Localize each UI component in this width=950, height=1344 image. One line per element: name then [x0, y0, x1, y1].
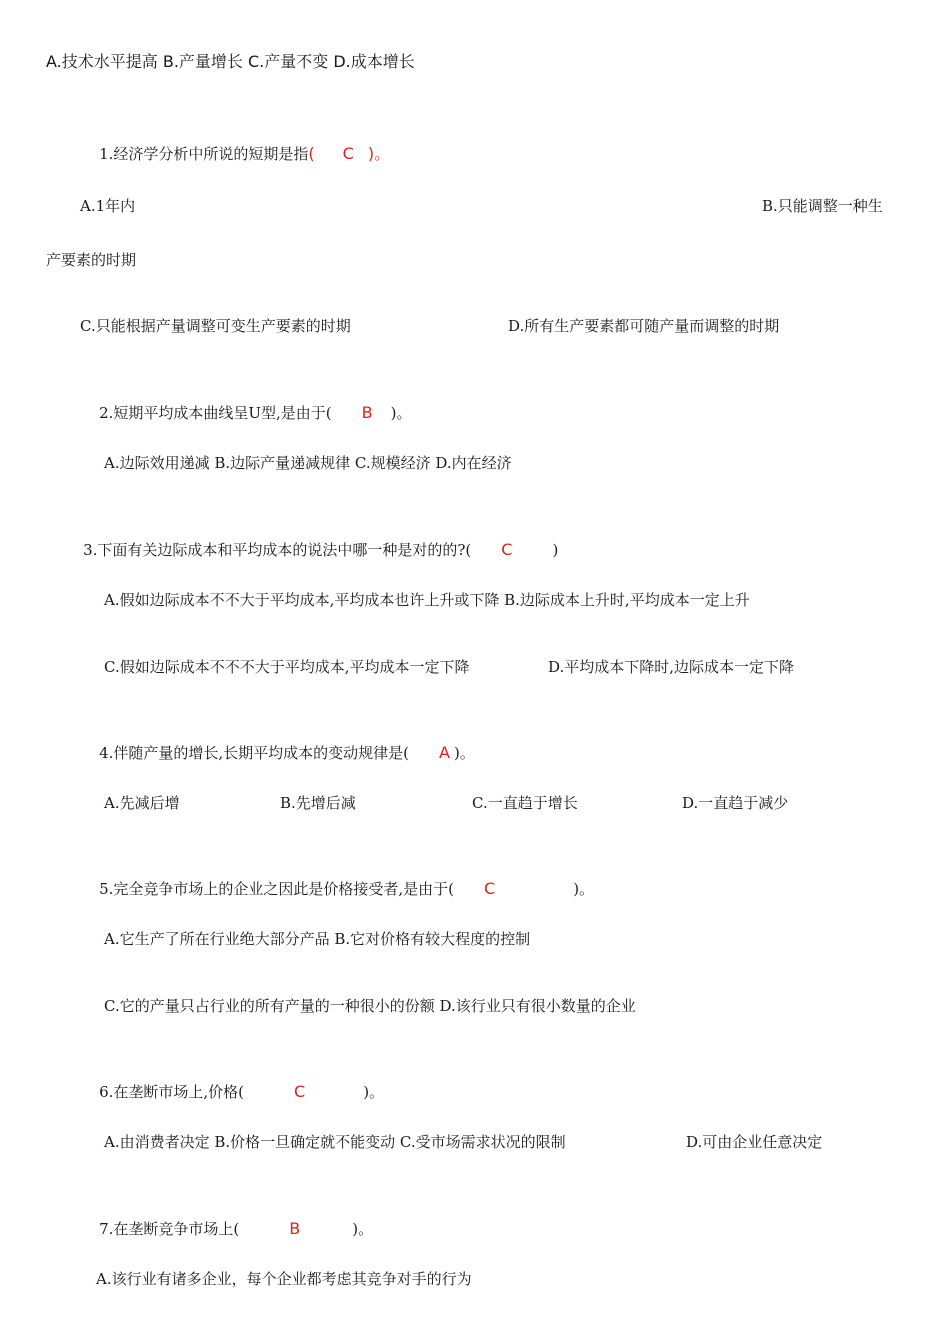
question-3-stem: 3.下面有关边际成本和平均成本的说法中哪一种是对的的?(	[83, 541, 472, 559]
question-1-close: )。	[367, 144, 391, 163]
question-6-option-d: D.可由企业任意决定	[686, 1133, 823, 1151]
question-1-option-c: C.只能根据产量调整可变生产要素的时期	[80, 317, 351, 335]
question-1-answer: C	[342, 144, 354, 163]
question-7	[80, 1199, 373, 1259]
question-7-close: )。	[352, 1220, 374, 1238]
question-3-answer: C	[501, 540, 513, 559]
question-4-option-b: B.先增后减	[280, 794, 356, 812]
question-1-open: (	[308, 144, 315, 163]
question-7-stem: 7.在垄断竞争市场上(	[99, 1220, 240, 1238]
question-5-stem: 5.完全竞争市场上的企业之因此是价格接受者,是由于(	[99, 880, 455, 898]
question-5-close: )。	[573, 880, 595, 898]
question-6-answer: C	[294, 1082, 306, 1101]
question-2-answer: B	[361, 403, 373, 422]
question-1-option-d: D.所有生产要素都可随产量而调整的时期	[508, 317, 780, 335]
question-2-close: )。	[390, 404, 412, 422]
question-6	[80, 1062, 384, 1122]
question-2	[80, 383, 412, 443]
question-4-option-a: A.先减后增	[104, 794, 180, 812]
question-4-answer: A	[439, 743, 450, 762]
question-4-stem: 4.伴随产量的增长,长期平均成本的变动规律是(	[99, 744, 410, 762]
question-3-option-d: D.平均成本下降时,边际成本一定下降	[548, 658, 795, 676]
question-6-stem: 6.在垄断市场上,价格(	[99, 1083, 245, 1101]
question-4-option-c: C.一直趋于增长	[472, 794, 578, 812]
question-4	[80, 723, 475, 783]
question-4-close: )。	[453, 744, 475, 762]
question-3-option-c: C.假如边际成本不不不大于平均成本,平均成本一定下降	[104, 658, 470, 676]
question-5	[80, 859, 594, 919]
question-6-options-abc: A.由消费者决定 B.价格一旦确定就不能变动 C.受市场需求状况的限制	[104, 1133, 566, 1151]
question-3-close: )	[552, 541, 559, 559]
question-1-option-b: B.只能调整一种生	[762, 197, 883, 215]
question-7-option-a: A.该行业有诸多企业，每个企业都考虑其竞争对手的行为	[96, 1270, 472, 1288]
question-2-stem: 2.短期平均成本曲线呈U型,是由于(	[99, 404, 332, 422]
question-1-stem: 1.经济学分析中所说的短期是指	[99, 145, 309, 163]
question-1	[80, 124, 390, 184]
question-3	[64, 520, 558, 580]
question-1-option-a: A.1年内	[80, 197, 136, 215]
question-1-option-b-continued: 产要素的时期	[46, 251, 137, 269]
question-4-option-d: D.一直趋于减少	[682, 794, 789, 812]
question-3-options-ab: A.假如边际成本不不大于平均成本,平均成本也许上升或下降 B.边际成本上升时,平均成本一定上升	[104, 591, 750, 609]
question-5-options-cd: C.它的产量只占行业的所有产量的一种很小的份额 D.该行业只有很小数量的企业	[104, 997, 636, 1015]
question-6-close: )。	[363, 1083, 385, 1101]
question-2-options: A.边际效用递减 B.边际产量递减规律 C.规模经济 D.内在经济	[104, 454, 512, 472]
question-5-answer: C	[484, 879, 496, 898]
question-5-options-ab: A.它生产了所在行业绝大部分产品 B.它对价格有较大程度的控制	[104, 930, 531, 948]
question-7-answer: B	[289, 1219, 301, 1238]
options-line-top: A.技术水平提高 B.产量增长 C.产量不变 D.成本增长	[46, 52, 415, 71]
